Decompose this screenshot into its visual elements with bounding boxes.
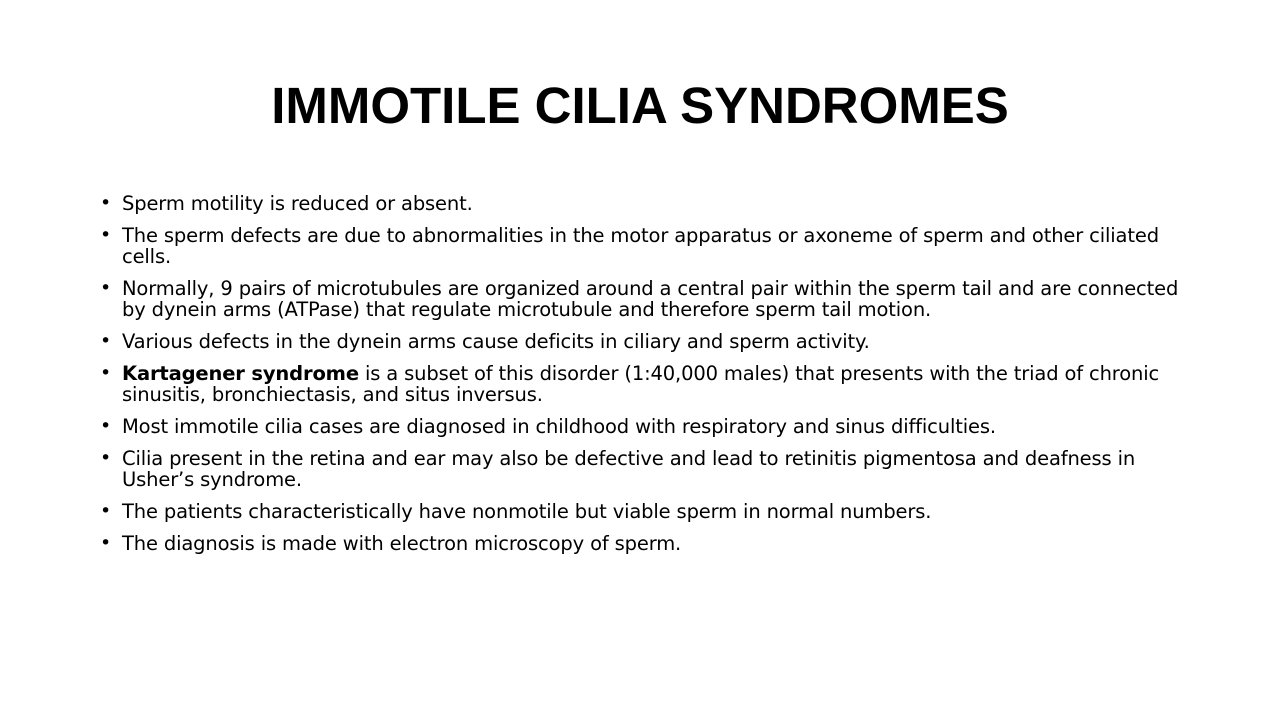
bullet-item	[100, 533, 1190, 554]
bullet-text: Various defects in the dynein arms cause deficits in ciliary and sperm activity.	[122, 330, 870, 353]
bullet-bold-term: Kartagener syndrome	[122, 362, 359, 385]
bullet-text: Cilia present in the retina and ear may also be defective and lead to retinitis pigmentosa and deafness in Usher’s syndrome.	[122, 447, 1136, 491]
bullet-text: The patients characteristically have nonmotile but viable sperm in normal numbers.	[122, 500, 932, 523]
bullet-text: Normally, 9 pairs of microtubules are organized around a central pair within the sperm tail and are connected by dynein arms (ATPase) that regulate microtubule and therefore sperm tail motion.	[122, 277, 1179, 321]
bullet-text: is a subset of this disorder (1:40,000 males) that presents with the triad of chronic sinusitis, bronchiectasis, and situs inversus.	[122, 362, 1160, 406]
bullet-item	[100, 193, 1190, 214]
bullet-text: Most immotile cilia cases are diagnosed in childhood with respiratory and sinus difficulties.	[122, 415, 996, 438]
bullet-item	[100, 448, 1190, 490]
bullet-item	[100, 225, 1190, 267]
bullet-list	[100, 193, 1190, 565]
bullet-text: The sperm defects are due to abnormalities in the motor apparatus or axoneme of sperm and other ciliated cells.	[122, 224, 1159, 268]
bullet-item	[100, 331, 1190, 352]
bullet-item	[100, 278, 1190, 320]
bullet-text: Sperm motility is reduced or absent.	[122, 192, 473, 215]
bullet-item	[100, 416, 1190, 437]
bullet-text: The diagnosis is made with electron microscopy of sperm.	[122, 532, 682, 555]
bullet-item	[100, 501, 1190, 522]
slide-title: IMMOTILE CILIA SYNDROMES	[271, 77, 1009, 134]
bullet-item	[100, 363, 1190, 405]
